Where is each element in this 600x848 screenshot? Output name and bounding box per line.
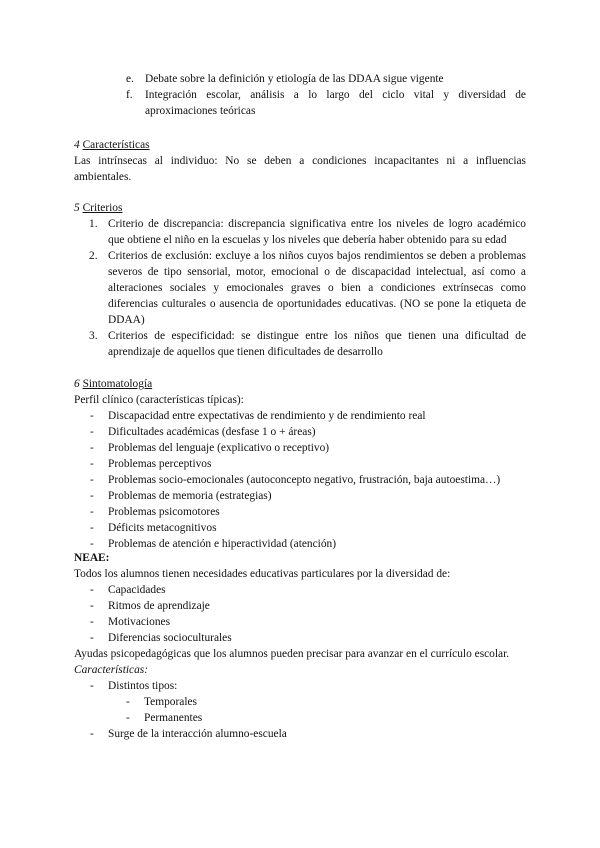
section-sintomatologia xyxy=(74,376,526,552)
list-item-text: Problemas perceptivos xyxy=(108,458,212,470)
list-item-text: Permanentes xyxy=(144,712,203,724)
list-item-text: Temporales xyxy=(144,696,197,708)
list-item-text: Integración escolar, análisis a lo largo del ciclo vital y diversidad de aproximaciones teóricas xyxy=(145,89,526,117)
list-item xyxy=(90,424,526,440)
dash-bullet: - xyxy=(90,616,94,628)
list-item xyxy=(90,582,526,598)
intro-list xyxy=(126,71,526,119)
section-criterios xyxy=(74,200,526,360)
dash-bullet: - xyxy=(90,490,94,502)
section-text: Las intrínsecas al individuo: No se deben a condiciones incapacitantes ni a influencias ambientales. xyxy=(74,155,526,183)
list-item xyxy=(126,694,526,710)
list-item xyxy=(90,520,526,536)
list-item-text: Problemas socio-emocionales (autoconcepto negativo, frustración, baja autoestima…) xyxy=(108,474,501,486)
list-marker: 1. xyxy=(89,218,98,230)
dash-bullet: - xyxy=(90,538,94,550)
list-item-text: Criterios de exclusión: excluye a los niños cuyos bajos rendimientos se deben a problemas severos de tipo sensorial, motor, emocional o de discapacidad intelectual, así como a alteraciones sociales y emocionales graves o bien a condiciones extrínsecas como diferencias culturales o ausencia de oportunidades educativas. (NO se pone la etiqueta de DDAA) xyxy=(108,250,526,326)
list-item-text: Diferencias socioculturales xyxy=(108,632,232,644)
list-item xyxy=(90,726,526,742)
dash-bullet: - xyxy=(90,680,94,692)
list-item xyxy=(126,71,526,87)
neae-paragraph: Ayudas psicopedagógicas que los alumnos pueden precisar para avanzar en el currículo escolar. xyxy=(74,648,510,660)
list-item-text: Déficits metacognitivos xyxy=(108,522,217,534)
section-title: NEAE: xyxy=(74,552,110,564)
list-item-text: Problemas del lenguaje (explicativo o receptivo) xyxy=(108,442,330,454)
sub-list xyxy=(108,694,526,726)
list-marker: 3. xyxy=(89,330,98,342)
section-title: Sintomatología xyxy=(82,378,153,390)
list-item-text: Motivaciones xyxy=(108,616,171,628)
list-item-text: Dificultades académicas (desfase 1 o + áreas) xyxy=(108,426,316,438)
list-item xyxy=(126,87,526,119)
section-title: Criterios xyxy=(82,202,123,214)
section-number: 6 xyxy=(74,378,80,390)
list-item-text: Ritmos de aprendizaje xyxy=(108,600,210,612)
dash-bullet: - xyxy=(90,600,94,612)
list-marker: 2. xyxy=(89,250,98,262)
list-item xyxy=(89,328,526,360)
characteristics-list xyxy=(74,678,526,742)
section-intro: Todos los alumnos tienen necesidades educativas particulares por la diversidad de: xyxy=(74,568,451,580)
dash-bullet: - xyxy=(90,584,94,596)
list-item xyxy=(90,440,526,456)
list-item xyxy=(90,630,526,646)
dash-bullet: - xyxy=(90,728,94,740)
dash-bullet: - xyxy=(90,474,94,486)
list-item xyxy=(89,216,526,248)
neae-list xyxy=(74,582,526,646)
list-item-text: Surge de la interacción alumno-escuela xyxy=(108,728,287,740)
list-item xyxy=(90,504,526,520)
dash-bullet: - xyxy=(90,442,94,454)
list-item-text: Problemas psicomotores xyxy=(108,506,220,518)
subheading: Características: xyxy=(74,664,149,676)
section-neae xyxy=(74,550,526,742)
dash-bullet: - xyxy=(90,522,94,534)
section-intro: Perfil clínico (características típicas): xyxy=(74,394,244,406)
list-item-text: Discapacidad entre expectativas de rendimiento y de rendimiento real xyxy=(108,410,426,422)
list-item-text: Problemas de memoria (estrategias) xyxy=(108,490,272,502)
section-heading xyxy=(74,200,526,216)
symptom-list xyxy=(74,408,526,552)
list-item xyxy=(90,456,526,472)
section-number: 4 xyxy=(74,139,80,151)
section-heading xyxy=(74,137,526,153)
list-marker: f. xyxy=(126,89,133,101)
dash-bullet: - xyxy=(90,506,94,518)
section-heading xyxy=(74,376,526,392)
dash-bullet: - xyxy=(90,410,94,422)
criteria-list xyxy=(74,216,526,360)
list-marker: e. xyxy=(126,73,134,85)
list-item xyxy=(90,598,526,614)
section-caracteristicas xyxy=(74,137,526,185)
list-item xyxy=(90,678,526,694)
list-item-text: Capacidades xyxy=(108,584,166,596)
list-item-text: Problemas de atención e hiperactividad (atención) xyxy=(108,538,337,550)
list-item xyxy=(90,488,526,504)
dash-bullet: - xyxy=(90,458,94,470)
list-item xyxy=(90,472,526,488)
list-item xyxy=(126,710,526,726)
list-item-text: Distintos tipos: xyxy=(108,680,178,692)
list-item xyxy=(89,248,526,328)
list-item-text: Criterios de especificidad: se distingue entre los niños que tienen una dificultad de aprendizaje de aquellos que tienen dificultades de desarrollo xyxy=(108,330,526,358)
dash-bullet: - xyxy=(126,696,130,708)
list-item-text: Criterio de discrepancia: discrepancia significativa entre los niveles de logro académico que obtiene el niño en la escuelas y los niveles que debería haber obtenido para su edad xyxy=(108,218,526,246)
dash-bullet: - xyxy=(126,712,130,724)
list-item xyxy=(90,614,526,630)
list-item xyxy=(90,408,526,424)
dash-bullet: - xyxy=(90,632,94,644)
section-title: Características xyxy=(82,139,150,151)
dash-bullet: - xyxy=(90,426,94,438)
list-item-text: Debate sobre la definición y etiología de las DDAA sigue vigente xyxy=(145,73,444,85)
section-number: 5 xyxy=(74,202,80,214)
